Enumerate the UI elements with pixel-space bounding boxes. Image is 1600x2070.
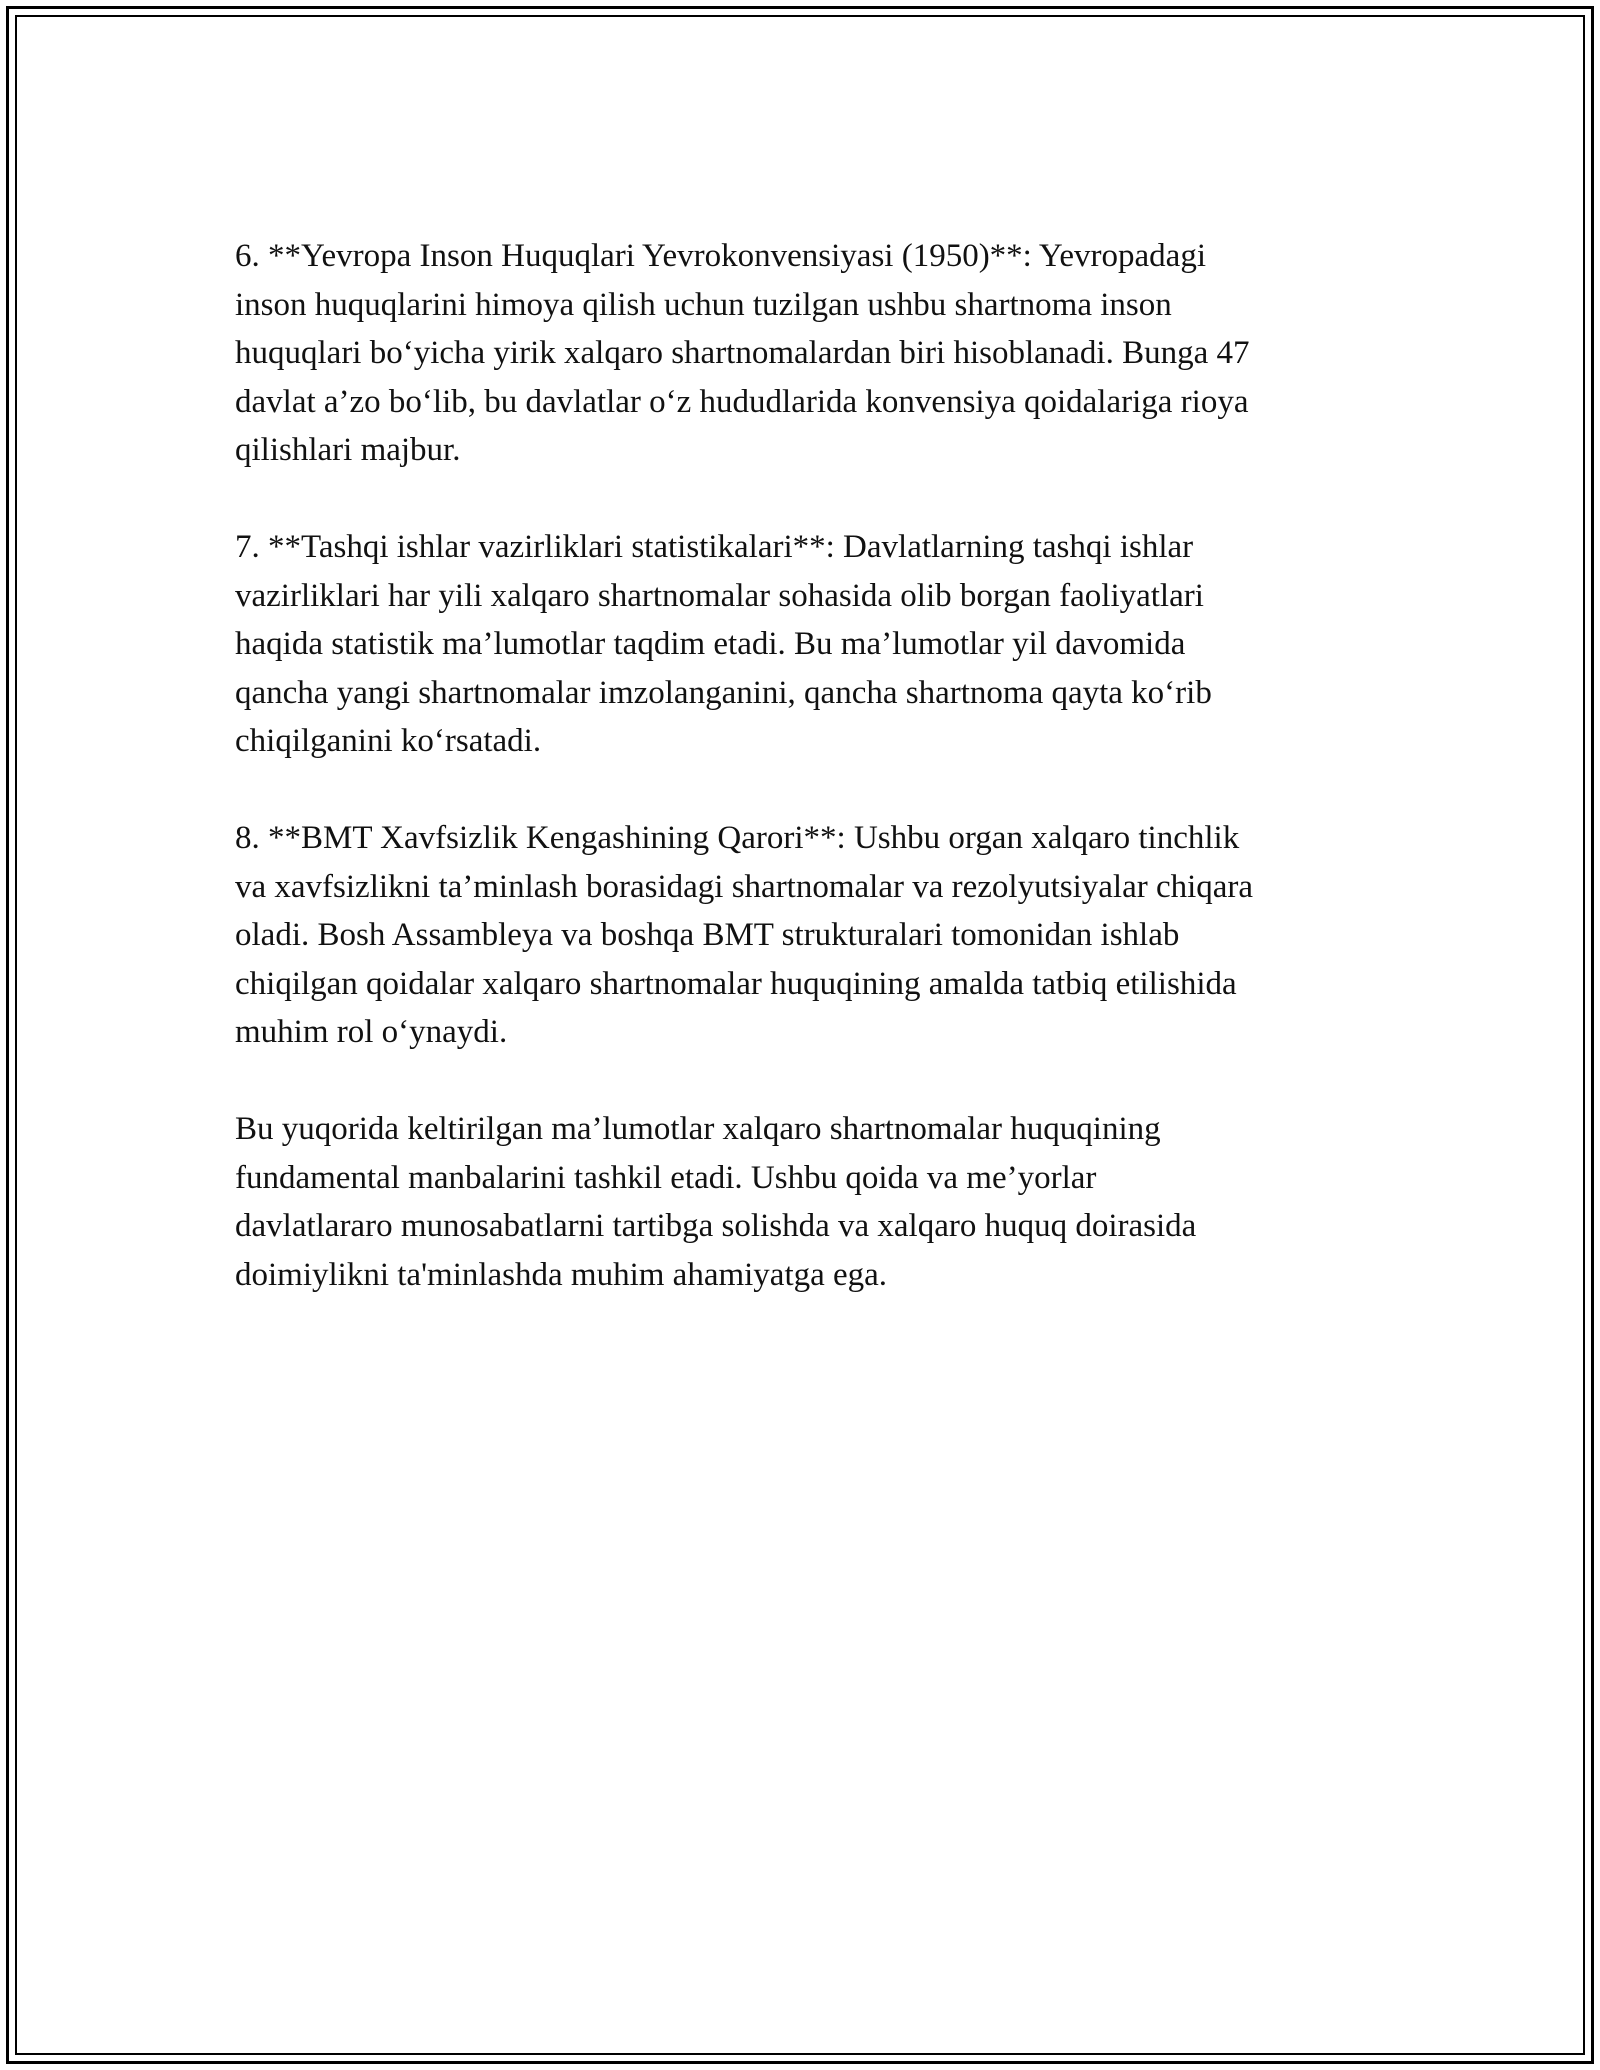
text-line: chiqilganini ko‘rsatadi. xyxy=(235,723,542,759)
text-line: 7. **Tashqi ishlar vazirliklari statistikalari**: Davlatlarning tashqi ishlar xyxy=(235,529,1194,565)
paragraph-item-8 xyxy=(235,814,1375,1057)
text-line: oladi. Bosh Assambleya va boshqa BMT strukturalari tomonidan ishlab xyxy=(235,917,1180,953)
text-line: chiqilgan qoidalar xalqaro shartnomalar huquqining amalda tatbiq etilishida xyxy=(235,965,1237,1002)
text-line: 8. **BMT Xavfsizlik Kengashining Qarori**: Ushbu organ xalqaro tinchlik xyxy=(235,820,1240,856)
text-line: vazirliklari har yili xalqaro shartnomalar sohasida olib borgan faoliyatlari xyxy=(235,577,1204,614)
text-line: davlat a’zo bo‘lib, bu davlatlar o‘z hududlarida konvensiya qoidalariga rioya xyxy=(235,383,1249,420)
text-line: haqida statistik ma’lumotlar taqdim etadi. Bu ma’lumotlar yil davomida xyxy=(235,626,1186,662)
paragraph-item-6 xyxy=(235,232,1375,475)
text-line: huquqlari bo‘yicha yirik xalqaro shartnomalardan biri hisoblanadi. Bunga 47 xyxy=(235,335,1250,371)
text-line: doimiylikni ta'minlashda muhim ahamiyatga ega. xyxy=(235,1256,888,1293)
document-body xyxy=(235,232,1375,1348)
text-line: qancha yangi shartnomalar imzolanganini, qancha shartnoma qayta ko‘rib xyxy=(235,674,1212,711)
text-line: 6. **Yevropa Inson Huquqlari Yevrokonvensiyasi (1950)**: Yevropadagi xyxy=(235,238,1207,274)
text-line: va xavfsizlikni ta’minlash borasidagi shartnomalar va rezolyutsiyalar chiqara xyxy=(235,868,1254,905)
text-line: Bu yuqorida keltirilgan ma’lumotlar xalqaro shartnomalar huquqining xyxy=(235,1111,1161,1147)
text-line: fundamental manbalarini tashkil etadi. Ushbu qoida va me’yorlar xyxy=(235,1159,1097,1196)
paragraph-item-7 xyxy=(235,523,1375,766)
text-line: qilishlari majbur. xyxy=(235,432,461,468)
text-line: inson huquqlarini himoya qilish uchun tuzilgan ushbu shartnoma inson xyxy=(235,286,1172,323)
text-line: davlatlararo munosabatlarni tartibga solishda va xalqaro huquq doirasida xyxy=(235,1208,1197,1244)
paragraph-conclusion xyxy=(235,1105,1375,1299)
text-line: muhim rol o‘ynaydi. xyxy=(235,1014,508,1050)
